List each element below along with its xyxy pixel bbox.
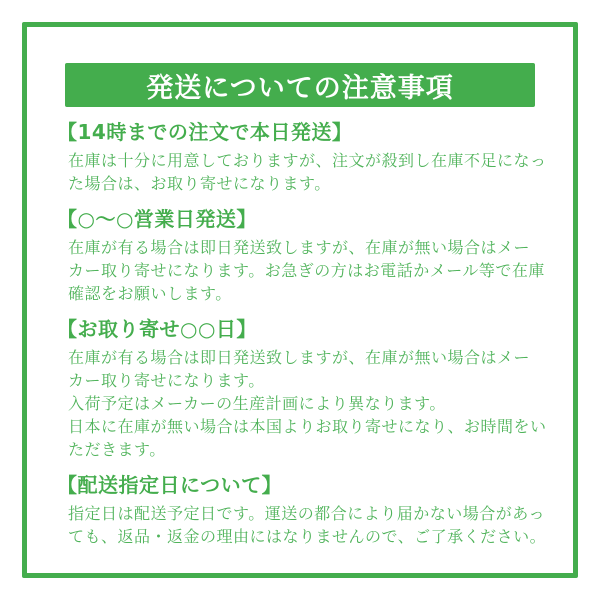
body-line: カー取り寄せになります。 <box>68 371 265 390</box>
body-line: 確認をお願いします。 <box>68 284 232 303</box>
section-body <box>57 149 561 195</box>
section-heading: 【お取り寄せ○○日】 <box>57 317 257 341</box>
notice-title-banner <box>65 63 535 107</box>
section-delivery-date <box>27 473 573 548</box>
section-same-day-shipping <box>27 120 573 195</box>
page-title: 発送についての注意事項 <box>146 72 454 104</box>
section-business-days-shipping <box>27 207 573 305</box>
body-line: ただきます。 <box>68 440 166 459</box>
section-heading: 【○〜○営業日発送】 <box>57 207 257 231</box>
body-line: カー取り寄せになります。お急ぎの方はお電話かメール等で在庫 <box>68 261 545 280</box>
body-line: 在庫が有る場合は即日発送致しますが、在庫が無い場合はメー <box>68 348 531 367</box>
body-line: 在庫が有る場合は即日発送致しますが、在庫が無い場合はメー <box>68 238 531 257</box>
body-line: 入荷予定はメーカーの生産計画により異なります。 <box>68 394 446 413</box>
body-line: 日本に在庫が無い場合は本国よりお取り寄せになり、お時間をい <box>68 417 547 436</box>
notice-border-frame <box>22 22 578 578</box>
section-heading: 【14時までの注文で本日発送】 <box>57 120 353 144</box>
body-line: 指定日は配送予定日です。運送の都合により届かない場合があっ <box>68 504 546 523</box>
section-body <box>57 346 561 461</box>
section-body <box>57 502 561 548</box>
section-body <box>57 236 561 305</box>
body-line: 在庫は十分に用意しておりますが、注文が殺到し在庫不足になっ <box>68 151 547 170</box>
body-line: た場合は、お取り寄せになります。 <box>68 174 331 193</box>
section-backorder <box>27 317 573 461</box>
section-heading: 【配送指定日について】 <box>57 473 283 497</box>
body-line: ても、返品・返金の理由にはなりませんので、ご了承ください。 <box>68 527 547 546</box>
